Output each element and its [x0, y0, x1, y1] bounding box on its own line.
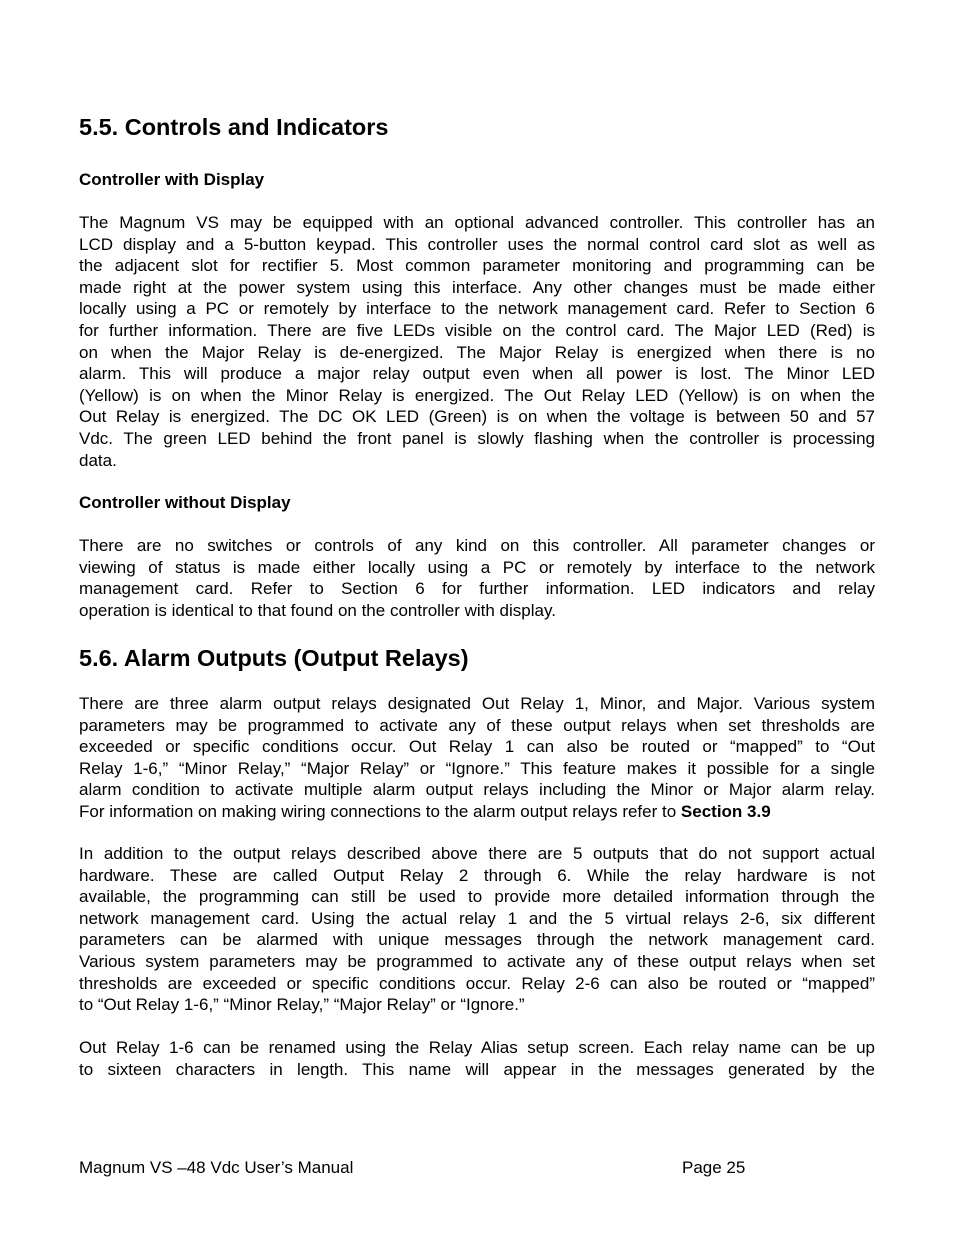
text-line: Vdc. The green LED behind the front panel is slowly flashing when the controller is processing	[79, 428, 875, 448]
controller-without-display-heading: Controller without Display	[79, 493, 291, 512]
text-line: There are no switches or controls of any kind on this controller. All parameter changes or	[79, 536, 875, 555]
text-line: hardware. These are called Output Relay 2 through 6. While the relay hardware is not	[79, 865, 875, 885]
text-line: LCD display and a 5-button keypad. This controller uses the normal control card slot as well as	[79, 234, 875, 254]
text-line: The Magnum VS may be equipped with an optional advanced controller. This controller has an	[79, 213, 875, 232]
controller-with-display-heading: Controller with Display	[79, 170, 265, 189]
text-line: parameters can be alarmed with unique messages through the network management card.	[79, 930, 875, 950]
alarm-outputs-paragraph-3	[79, 1037, 875, 1080]
text-line: management card. Refer to Section 6 for further information. LED indicators and relay	[79, 579, 875, 599]
text-line: on when the Major Relay is de-energized. The Major Relay is energized when there is no	[79, 342, 875, 362]
text-line: Out Relay is energized. The DC OK LED (Green) is on when the voltage is between 50 and 57	[79, 407, 875, 427]
controller-without-display-paragraph	[79, 535, 875, 621]
controller-with-display-paragraph	[79, 212, 875, 471]
text-line: There are three alarm output relays designated Out Relay 1, Minor, and Major. Various system	[79, 694, 875, 713]
text-line: for further information. There are five LEDs visible on the control card. The Major LED (Red) is	[79, 320, 875, 340]
text-line: thresholds are exceeded or specific conditions occur. Relay 2-6 can also be routed or “mapped”	[79, 973, 875, 993]
footer-manual-title: Magnum VS –48 Vdc User’s Manual	[79, 1158, 354, 1177]
text-line	[79, 801, 875, 823]
text-line: (Yellow) is on when the Minor Relay is energized. The Out Relay LED (Yellow) is on when the	[79, 385, 875, 405]
text-line: parameters may be programmed to activate any of these output relays when set thresholds are	[79, 715, 875, 735]
text-line: network management card. Using the actual relay 1 and the 5 virtual relays 2-6, six different	[79, 908, 875, 928]
alarm-outputs-paragraph-1	[79, 693, 875, 823]
text-line: Relay 1-6,” “Minor Relay,” “Major Relay” or “Ignore.” This feature makes it possible for a single	[79, 758, 875, 778]
text-line: data.	[79, 450, 117, 470]
text-line: to sixteen characters in length. This name will appear in the messages generated by the	[79, 1059, 875, 1079]
text-line-prefix: For information on making wiring connections to the alarm output relays refer to	[79, 801, 681, 821]
section-5-6-heading: 5.6. Alarm Outputs (Output Relays)	[79, 645, 469, 671]
text-line: operation is identical to that found on the controller with display.	[79, 600, 556, 620]
text-line: In addition to the output relays described above there are 5 outputs that do not support actual	[79, 844, 875, 863]
text-line: Various system parameters may be programmed to activate any of these output relays when set	[79, 951, 875, 971]
text-line: to “Out Relay 1-6,” “Minor Relay,” “Major Relay” or “Ignore.”	[79, 995, 525, 1015]
text-line: viewing of status is made either locally using a PC or remotely by interface to the network	[79, 557, 875, 577]
section-3-9-reference: Section 3.9	[680, 801, 771, 821]
text-line: Out Relay 1-6 can be renamed using the Relay Alias setup screen. Each relay name can be up	[79, 1038, 875, 1057]
text-line: the adjacent slot for rectifier 5. Most common parameter monitoring and programming can be	[79, 256, 875, 276]
section-5-5-heading: 5.5. Controls and Indicators	[79, 114, 389, 140]
alarm-outputs-paragraph-2	[79, 843, 875, 1016]
footer-page-number: Page 25	[682, 1158, 746, 1177]
text-line: made right at the power system using this interface. Any other changes must be made either	[79, 277, 875, 297]
text-line: locally using a PC or remotely by interface to the network management card. Refer to Section 6	[79, 299, 875, 319]
text-line: exceeded or specific conditions occur. Out Relay 1 can also be routed or “mapped” to “Out	[79, 737, 875, 757]
text-line: alarm condition to activate multiple alarm output relays including the Minor or Major alarm relay.	[79, 780, 875, 800]
text-line: available, the programming can still be used to provide more detailed information through the	[79, 887, 875, 907]
document-page	[79, 0, 875, 1235]
text-line: alarm. This will produce a major relay output even when all power is lost. The Minor LED	[79, 364, 875, 384]
